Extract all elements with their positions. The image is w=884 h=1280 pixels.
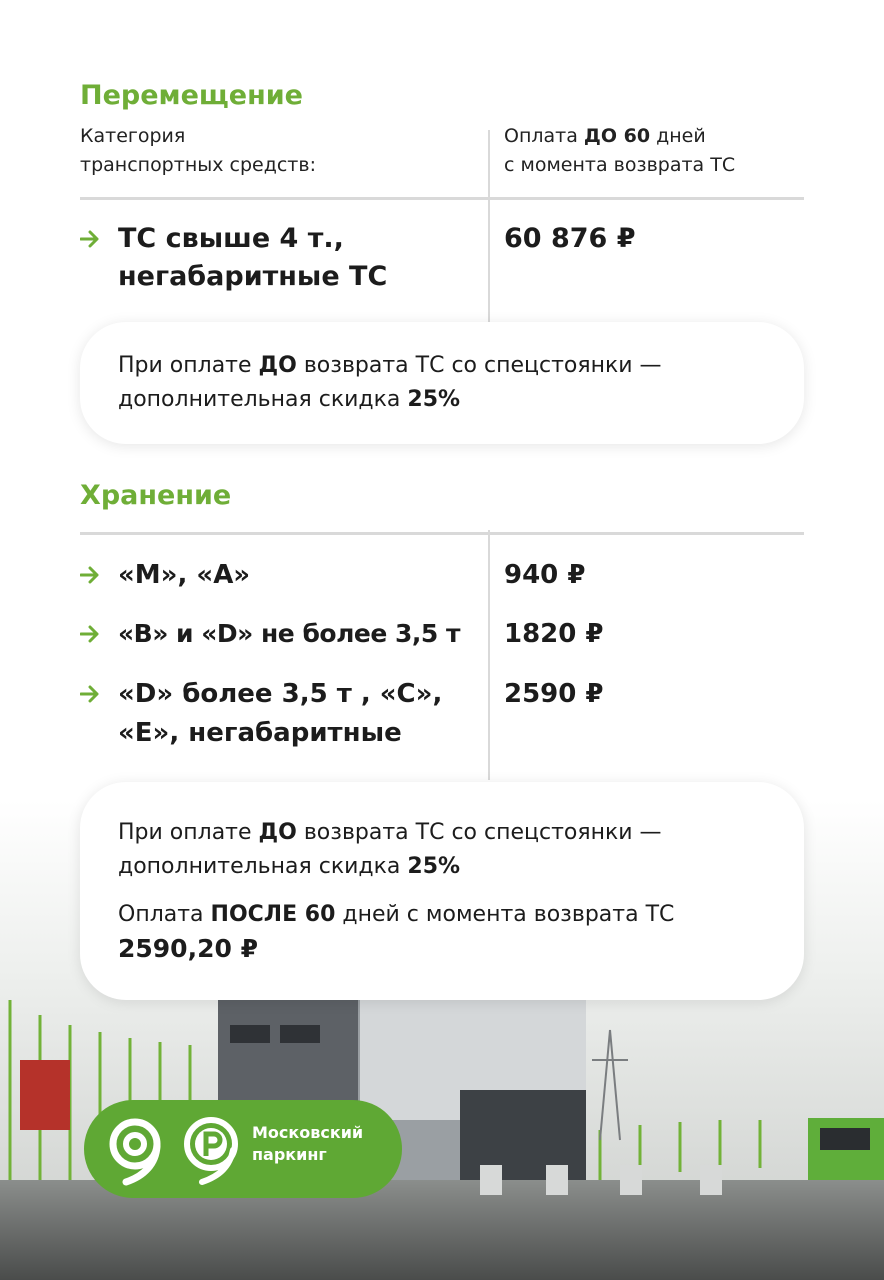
storage-note-line2-pre: дополнительная скидка xyxy=(118,854,408,879)
moscow-parking-9-icon xyxy=(98,1112,172,1186)
movement-note-line2 xyxy=(118,383,460,416)
storage-note-line3-pre: Оплата xyxy=(118,902,211,927)
storage-row-label: «M», «A» xyxy=(118,560,251,590)
storage-column-divider xyxy=(488,530,490,780)
storage-note-line2 xyxy=(118,850,460,883)
movement-row-label: ТС свыше 4 т., негабаритные ТС xyxy=(118,223,388,292)
storage-note-line1-pre: При оплате xyxy=(118,820,259,845)
storage-note-line3-post: дней с момента возврата ТС xyxy=(335,902,675,927)
movement-note-line1-pre: При оплате xyxy=(118,353,259,378)
storage-row-price: 2590 ₽ xyxy=(504,679,604,709)
movement-header-payment-bold: ДО 60 xyxy=(583,125,651,147)
storage-note-line2-bold: 25% xyxy=(407,854,461,879)
storage-row-label: «D» более 3,5 т , «C», «E», негабаритные xyxy=(118,679,443,748)
movement-divider xyxy=(80,197,804,200)
storage-note-line1-bold: ДО xyxy=(258,820,297,845)
movement-header-payment xyxy=(504,122,735,180)
storage-row-label: «B» и «D» не более 3,5 т xyxy=(118,619,461,648)
storage-divider xyxy=(80,532,804,535)
movement-column-divider xyxy=(488,130,490,322)
storage-note-line3 xyxy=(118,898,674,931)
movement-discount-note xyxy=(80,322,804,444)
moscow-parking-logo xyxy=(84,1100,402,1198)
arrow-right-icon xyxy=(80,625,100,643)
movement-header-payment-pre: Оплата xyxy=(504,125,584,147)
movement-header-payment-post: дней xyxy=(650,125,706,147)
movement-note-line1-bold: ДО xyxy=(258,353,297,378)
arrow-right-icon xyxy=(80,685,100,703)
logo-text: Московский паркинг xyxy=(252,1123,364,1164)
storage-row-price: 940 ₽ xyxy=(504,560,586,590)
storage-title: Хранение xyxy=(80,480,232,511)
movement-note-line2-pre: дополнительная скидка xyxy=(118,387,408,412)
movement-header-category: Категория транспортных средств: xyxy=(80,125,316,176)
parking-p-icon xyxy=(176,1112,246,1186)
storage-row-price: 1820 ₽ xyxy=(504,619,604,649)
movement-header-payment-line2: с момента возврата ТС xyxy=(504,154,736,176)
arrow-right-icon xyxy=(80,566,100,584)
movement-note-line2-bold: 25% xyxy=(407,387,461,412)
storage-note-line1 xyxy=(118,816,662,849)
storage-note-line3-bold: ПОСЛЕ 60 xyxy=(210,902,336,927)
storage-note-line4 xyxy=(118,932,258,965)
movement-row-price: 60 876 ₽ xyxy=(504,223,636,254)
storage-note-line4-bold: 2590,20 ₽ xyxy=(118,934,258,963)
movement-note-line1 xyxy=(118,349,662,382)
storage-note-line1-post: возврата ТС со спецстоянки — xyxy=(296,820,662,845)
movement-title: Перемещение xyxy=(80,80,303,111)
movement-note-line1-post: возврата ТС со спецстоянки — xyxy=(296,353,662,378)
arrow-right-icon xyxy=(80,230,100,248)
storage-discount-note xyxy=(80,782,804,1000)
